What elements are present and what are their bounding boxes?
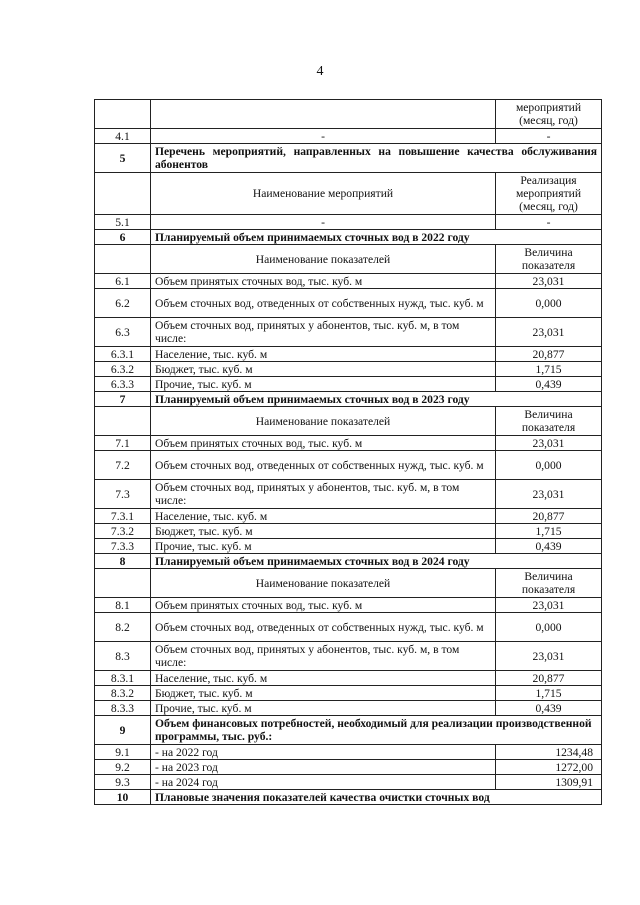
row-number: 5.1 xyxy=(95,215,151,230)
cell-line: мероприятий xyxy=(515,187,582,200)
table-row xyxy=(95,686,602,701)
row-number: 8.3.3 xyxy=(95,701,151,716)
row-value: 1309,91 xyxy=(496,775,602,790)
column-header-row xyxy=(95,173,602,215)
row-label: Объем принятых сточных вод, тыс. куб. м xyxy=(151,274,496,289)
row-number: 8.1 xyxy=(95,598,151,613)
cell-line: показателя xyxy=(521,421,576,434)
row-value: 0,000 xyxy=(496,613,602,642)
table-row xyxy=(95,289,602,318)
section-number: 7 xyxy=(95,392,151,407)
row-label: - на 2024 год xyxy=(151,775,496,790)
table-row xyxy=(95,377,602,392)
row-number: 6.3.2 xyxy=(95,362,151,377)
cell-line: (месяц, год) xyxy=(519,200,578,213)
row-value: 1,715 xyxy=(496,686,602,701)
page-number: 4 xyxy=(316,64,324,79)
section-row xyxy=(95,230,602,245)
row-number: 7.3.1 xyxy=(95,509,151,524)
header-label: Наименование показателей xyxy=(151,245,496,274)
row-label: Объем принятых сточных вод, тыс. куб. м xyxy=(151,598,496,613)
row-value: 23,031 xyxy=(496,642,602,671)
cell-line: Величина xyxy=(524,570,573,583)
section-row xyxy=(95,790,602,805)
row-number: 7.3 xyxy=(95,480,151,509)
section-number: 9 xyxy=(95,716,151,745)
row-number: 6.3 xyxy=(95,318,151,347)
header-number-cell xyxy=(95,245,151,274)
row-number: 7.2 xyxy=(95,451,151,480)
section-row xyxy=(95,392,602,407)
row-value: 0,000 xyxy=(496,289,602,318)
row-value: 0,439 xyxy=(496,539,602,554)
program-table xyxy=(94,99,602,805)
row-number: 8.3.1 xyxy=(95,671,151,686)
table-row xyxy=(95,436,602,451)
row-label: Прочие, тыс. куб. м xyxy=(151,539,496,554)
row-number: 8.3 xyxy=(95,642,151,671)
row-number: 7.3.2 xyxy=(95,524,151,539)
row-value: 1,715 xyxy=(496,524,602,539)
cell-line: показателя xyxy=(521,583,576,596)
cell-line: показателя xyxy=(521,259,576,272)
row-value: 1234,48 xyxy=(496,745,602,760)
row-label: Прочие, тыс. куб. м xyxy=(151,701,496,716)
row-value: 20,877 xyxy=(496,509,602,524)
row-label: Объем сточных вод, принятых у абонентов, тыс. куб. м, в том числе: xyxy=(151,318,496,347)
section-title: Планируемый объем принимаемых сточных вод в 2022 году xyxy=(151,230,602,245)
table-row xyxy=(95,509,602,524)
row-label: Бюджет, тыс. куб. м xyxy=(151,362,496,377)
header-value xyxy=(496,245,602,274)
header-value xyxy=(496,173,602,215)
section-number: 5 xyxy=(95,144,151,173)
row-number: 9.2 xyxy=(95,760,151,775)
row-number: 7.3.3 xyxy=(95,539,151,554)
row-value: 0,439 xyxy=(496,377,602,392)
row-value: 0,000 xyxy=(496,451,602,480)
section-number: 10 xyxy=(95,790,151,805)
row-value: 23,031 xyxy=(496,598,602,613)
cell-line: Реализация xyxy=(520,174,577,187)
row-label: Бюджет, тыс. куб. м xyxy=(151,686,496,701)
row-label: - на 2022 год xyxy=(151,745,496,760)
table-row xyxy=(95,539,602,554)
section-title: Объем финансовых потребностей, необходимый для реализации производственной программы, тыс. руб.: xyxy=(151,716,602,745)
row-number: 7.1 xyxy=(95,436,151,451)
table-row xyxy=(95,347,602,362)
table-row xyxy=(95,701,602,716)
column-header-row xyxy=(95,245,602,274)
table-row xyxy=(95,613,602,642)
section-title: Планируемый объем принимаемых сточных вод в 2023 году xyxy=(151,392,602,407)
table-row xyxy=(95,524,602,539)
row-value: 1272,00 xyxy=(496,760,602,775)
row-number: 8.3.2 xyxy=(95,686,151,701)
row-label: Объем сточных вод, отведенных от собственных нужд, тыс. куб. м xyxy=(151,451,496,480)
table-row xyxy=(95,480,602,509)
table-row xyxy=(95,451,602,480)
row-number: 4.1 xyxy=(95,129,151,144)
row-label: Объем сточных вод, отведенных от собственных нужд, тыс. куб. м xyxy=(151,613,496,642)
header-value xyxy=(496,407,602,436)
table-row xyxy=(95,745,602,760)
row-label: Бюджет, тыс. куб. м xyxy=(151,524,496,539)
row-value-cell xyxy=(496,100,602,129)
column-header-row xyxy=(95,407,602,436)
section-number: 8 xyxy=(95,554,151,569)
table-row xyxy=(95,318,602,347)
row-value: 20,877 xyxy=(496,347,602,362)
header-number-cell xyxy=(95,173,151,215)
row-label: Население, тыс. куб. м xyxy=(151,671,496,686)
row-value: 1,715 xyxy=(496,362,602,377)
header-number-cell xyxy=(95,569,151,598)
row-label: Объем принятых сточных вод, тыс. куб. м xyxy=(151,436,496,451)
row-value: 23,031 xyxy=(496,318,602,347)
cell-line: Величина xyxy=(524,408,573,421)
section-number: 6 xyxy=(95,230,151,245)
row-number: 6.3.3 xyxy=(95,377,151,392)
row-number: 6.1 xyxy=(95,274,151,289)
table-row xyxy=(95,215,602,230)
section-row xyxy=(95,144,602,173)
continuation-row xyxy=(95,100,602,129)
section-title: Планируемый объем принимаемых сточных вод в 2024 году xyxy=(151,554,602,569)
table-row xyxy=(95,775,602,790)
table-row xyxy=(95,362,602,377)
row-value: - xyxy=(496,129,602,144)
row-number: 9.3 xyxy=(95,775,151,790)
row-number: 8.2 xyxy=(95,613,151,642)
column-header-row xyxy=(95,569,602,598)
cell-line: Величина xyxy=(524,246,573,259)
cell-line: (месяц, год) xyxy=(519,114,578,127)
section-title: Перечень мероприятий, направленных на повышение качества обслуживания абонентов xyxy=(151,144,602,173)
table-row xyxy=(95,598,602,613)
row-label: Прочие, тыс. куб. м xyxy=(151,377,496,392)
section-row xyxy=(95,716,602,745)
row-label: Объем сточных вод, принятых у абонентов, тыс. куб. м, в том числе: xyxy=(151,642,496,671)
row-label: Население, тыс. куб. м xyxy=(151,509,496,524)
row-number: 9.1 xyxy=(95,745,151,760)
table-row xyxy=(95,671,602,686)
row-label: Объем сточных вод, отведенных от собственных нужд, тыс. куб. м xyxy=(151,289,496,318)
row-number-cell xyxy=(95,100,151,129)
cell-line: мероприятий xyxy=(515,101,582,114)
row-label-cell xyxy=(151,100,496,129)
table-row xyxy=(95,642,602,671)
row-value: 20,877 xyxy=(496,671,602,686)
section-title: Плановые значения показателей качества очистки сточных вод xyxy=(151,790,602,805)
row-value: 0,439 xyxy=(496,701,602,716)
table-row xyxy=(95,760,602,775)
row-value: 23,031 xyxy=(496,436,602,451)
row-number: 6.2 xyxy=(95,289,151,318)
header-number-cell xyxy=(95,407,151,436)
row-number: 6.3.1 xyxy=(95,347,151,362)
row-label: Население, тыс. куб. м xyxy=(151,347,496,362)
table-row xyxy=(95,129,602,144)
header-label: Наименование мероприятий xyxy=(151,173,496,215)
row-value: - xyxy=(496,215,602,230)
table-row xyxy=(95,274,602,289)
row-label: - на 2023 год xyxy=(151,760,496,775)
row-label: - xyxy=(151,215,496,230)
row-value: 23,031 xyxy=(496,274,602,289)
header-label: Наименование показателей xyxy=(151,569,496,598)
header-value xyxy=(496,569,602,598)
section-row xyxy=(95,554,602,569)
row-label: - xyxy=(151,129,496,144)
header-label: Наименование показателей xyxy=(151,407,496,436)
row-value: 23,031 xyxy=(496,480,602,509)
row-label: Объем сточных вод, принятых у абонентов, тыс. куб. м, в том числе: xyxy=(151,480,496,509)
